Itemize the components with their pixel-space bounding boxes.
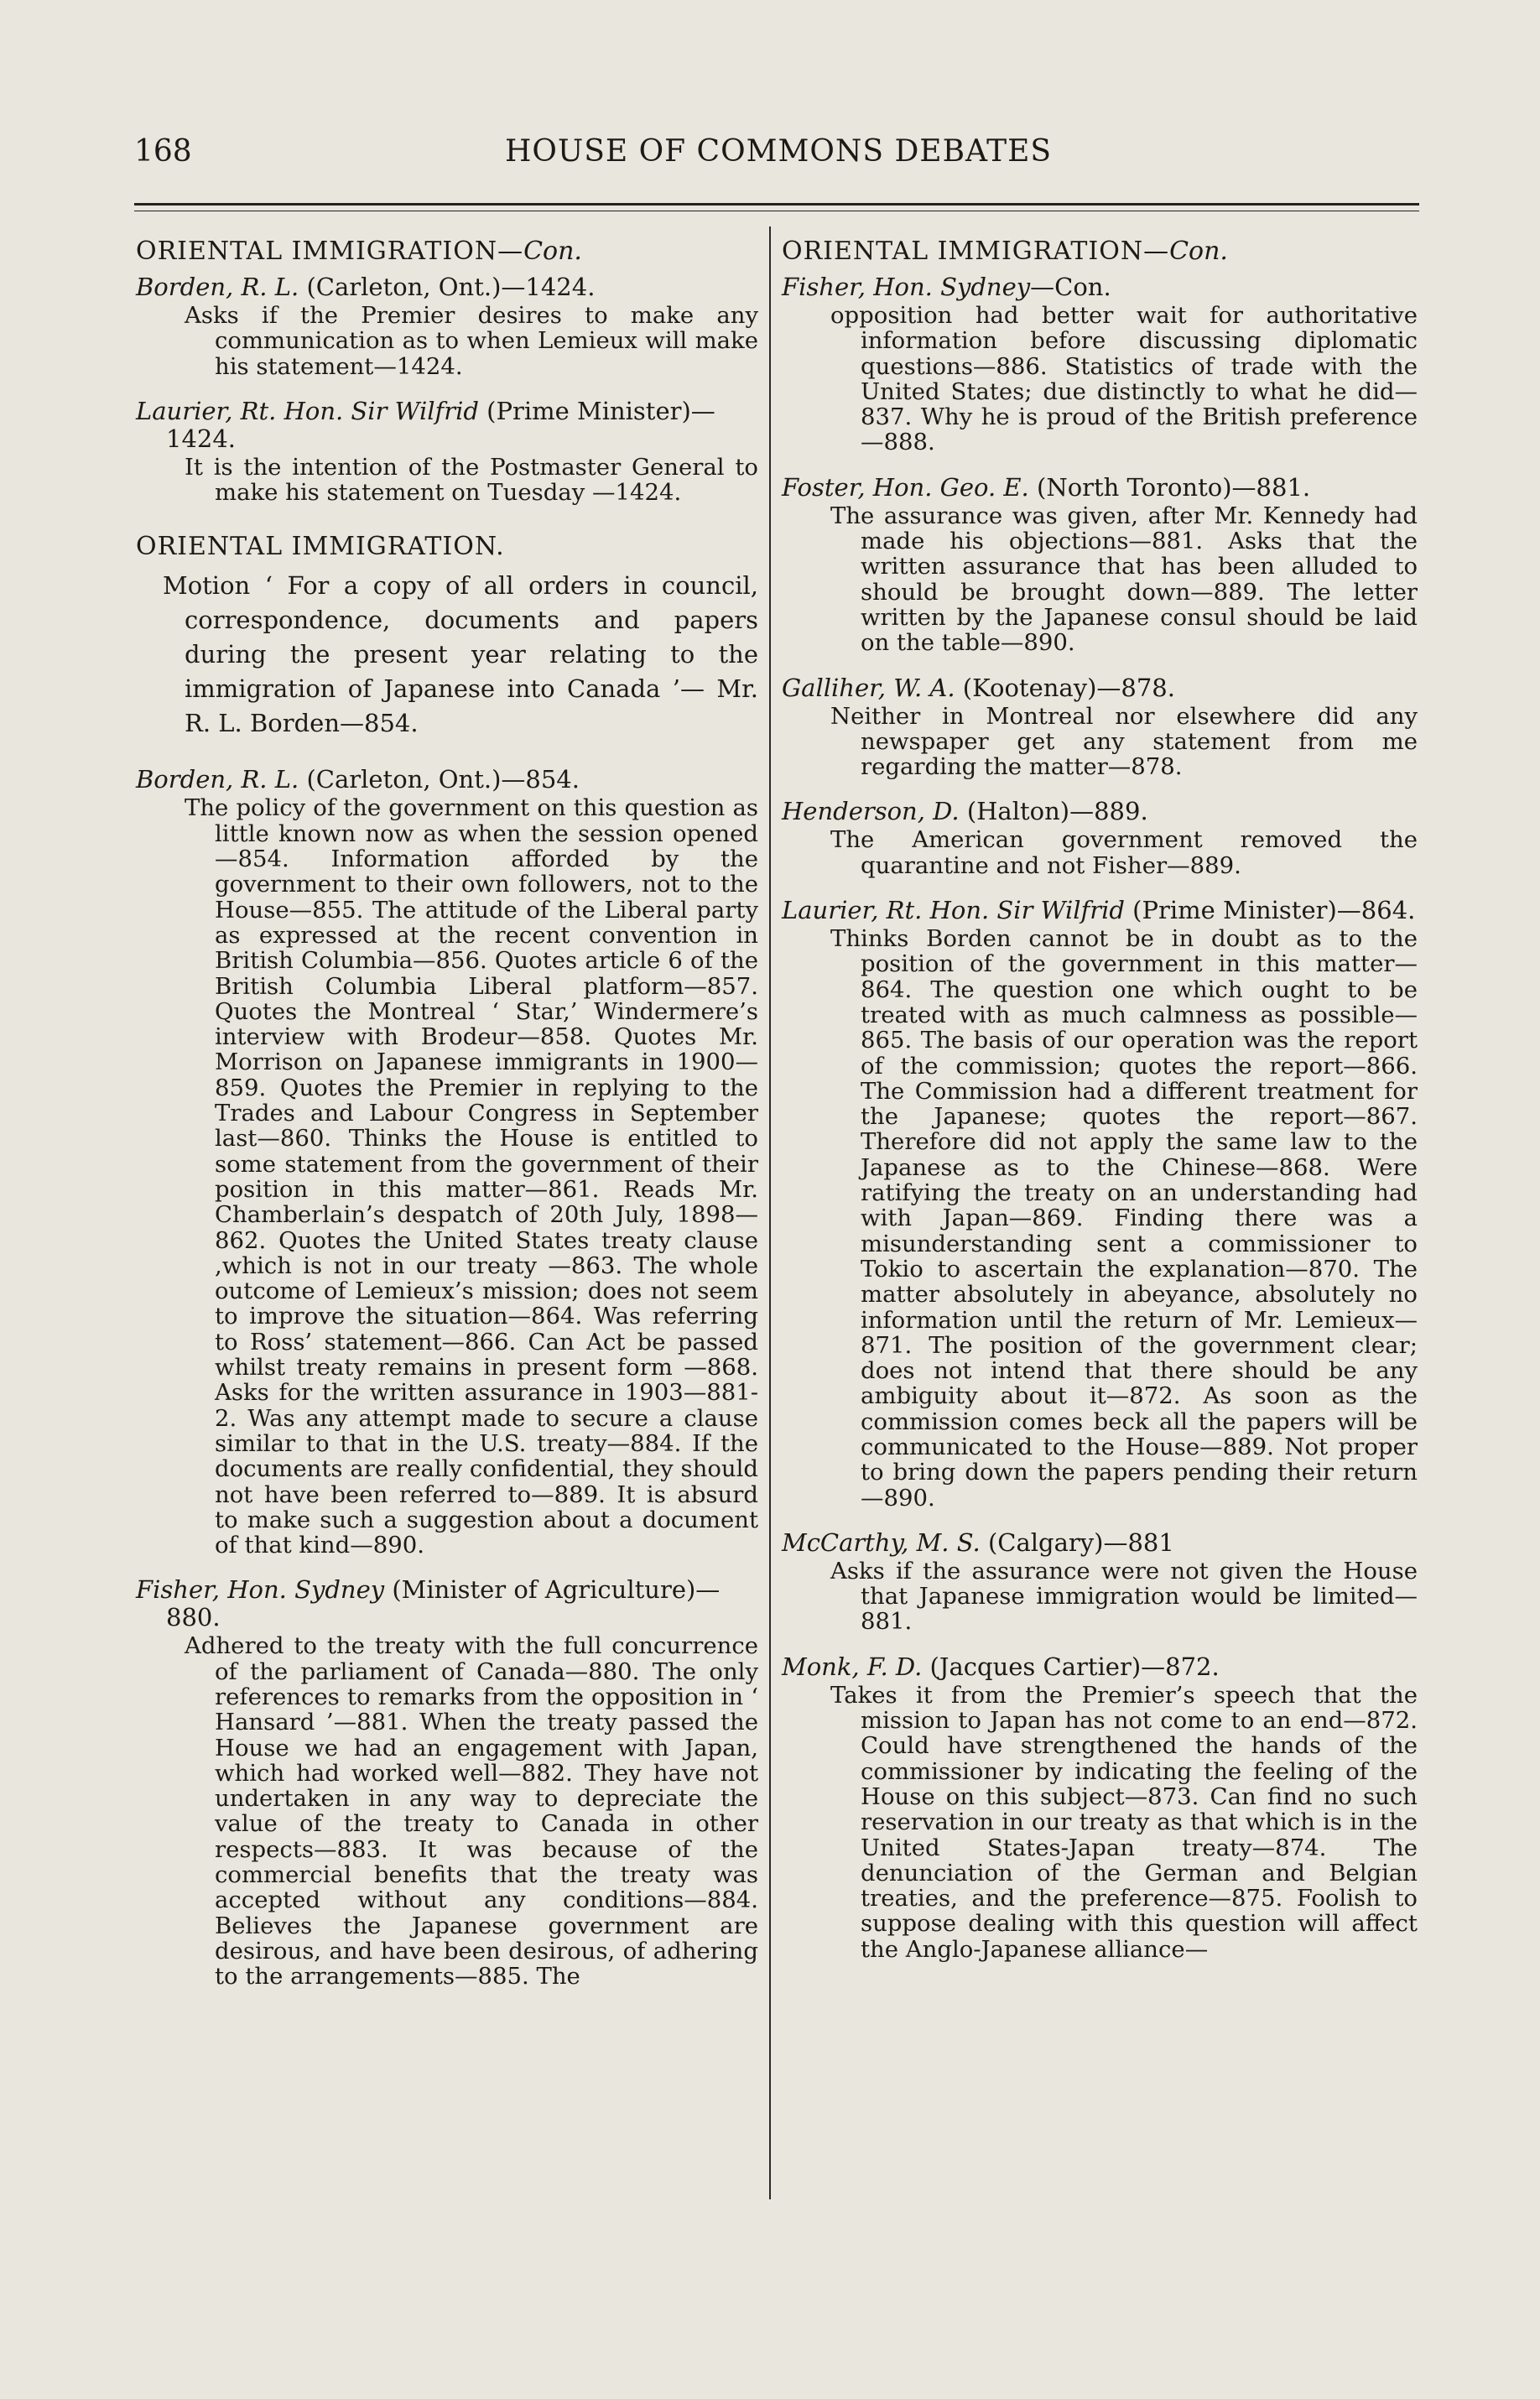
entry-text: The American government removed the quarantine and not Fisher—889. xyxy=(830,826,1418,879)
speaker-line: Laurier, Rt. Hon. Sir Wilfrid (Prime Minister)—1424. xyxy=(136,396,715,453)
speaker-line: Foster, Hon. Geo. E. (North Toronto)—881. xyxy=(782,472,1311,502)
speaker-line: Borden, R. L. (Carleton, Ont.)—1424. xyxy=(136,273,596,301)
index-entry xyxy=(782,897,1418,1511)
index-entry xyxy=(782,474,1418,656)
speaker-name: Monk, F. D. xyxy=(782,1652,923,1681)
page-header xyxy=(134,127,1423,178)
entry-text: Asks if the Premier desires to make any communication as to when Lemieux will make his statement—1424. xyxy=(185,302,758,380)
section-heading: ORIENTAL IMMIGRATION. xyxy=(136,532,505,562)
index-entry xyxy=(782,1529,1418,1635)
motion-text: Motion ‘ For a copy of all orders in council, correspondence, documents and papers during the present year relating to the immigration of Japanese into Canada ’— Mr. R. L. Borden—854. xyxy=(163,571,758,738)
right-column xyxy=(782,235,1418,1980)
index-entry xyxy=(136,273,758,379)
header-rule xyxy=(134,203,1419,206)
speaker-name: Galliher, W. A. xyxy=(782,673,955,702)
speaker-line: Fisher, Hon. Sydney—Con. xyxy=(782,273,1111,301)
page-number: 168 xyxy=(134,134,192,169)
speaker-name: Borden, R. L. xyxy=(136,765,299,794)
index-entry xyxy=(782,1653,1418,1962)
running-title: HOUSE OF COMMONS DEBATES xyxy=(504,134,1053,169)
speaker-line: McCarthy, M. S. (Calgary)—881 xyxy=(782,1527,1174,1557)
index-entry xyxy=(782,273,1418,455)
section-heading: ORIENTAL IMMIGRATION—Con. xyxy=(782,237,1228,266)
speaker-name: Henderson, D. xyxy=(782,797,960,826)
speaker-name: Foster, Hon. Geo. E. xyxy=(782,472,1029,502)
speaker-line: Borden, R. L. (Carleton, Ont.)—854. xyxy=(136,765,580,794)
speaker-name: Fisher, Hon. Sydney xyxy=(782,273,1031,301)
speaker-line: Henderson, D. (Halton)—889. xyxy=(782,797,1148,826)
entry-text: Takes it from the Premier’s speech that the mission to Japan has not come to an end—872. Could have strengthened the hands of the commissioner by indicating the feeling of the House on this subject—873. Can find no such reservation in our treaty as that which is in the United States-Japan treaty—874. The denunciation of the German and Belgian treaties, and the preference—875. Foolish to suppose dealing with this question will affect the Anglo-Japanese alliance— xyxy=(830,1681,1418,1963)
speaker-name: McCarthy, M. S. xyxy=(782,1527,981,1557)
speaker-name: Fisher, Hon. Sydney xyxy=(136,1575,385,1605)
entry-text: opposition had better wait for authoritative information before discussing diplomatic questions—886. Statistics of trade with the United States; due distinctly to what he did—837. Why he is proud of the British preference—888. xyxy=(830,302,1418,456)
index-entry xyxy=(782,674,1418,780)
speaker-line: Fisher, Hon. Sydney (Minister of Agriculture)—880. xyxy=(136,1575,721,1632)
section-heading: ORIENTAL IMMIGRATION—Con. xyxy=(136,237,582,266)
index-entry xyxy=(136,1576,758,1989)
column-divider xyxy=(769,226,771,2199)
index-entry xyxy=(136,398,758,506)
left-column xyxy=(136,235,758,2008)
speaker-name: Laurier, Rt. Hon. Sir Wilfrid xyxy=(782,896,1125,925)
entry-text: The policy of the government on this question as little known now as when the session opened—854. Information afforded by the government to their own followers, not to the House—855. The attitude of the Liberal party as expressed at the recent convention in British Columbia—856. Quotes article 6 of the British Columbia Liberal platform—857. Quotes the Montreal ‘ Star,’ Windermere’s interview with Brodeur—858. Quotes Mr. Morrison on Japanese immigrants in 1900—859. Quotes the Premier in replying to the Trades and Labour Congress in September last—860. Thinks the House is entitled to some statement from the government of their position in this matter—861. Reads Mr. Chamberlain’s despatch of 20th July, 1898—862. Quotes the United States treaty clause ,which is not in our treaty —863. The whole outcome of Lemieux’s mission; does not seem to improve the situation—864. Was referring to Ross’ statement—866. Can Act be passed whilst treaty remains in present form —868. Asks for the written assurance in 1903—881-2. Was any attempt made to secure a clause similar to that in the U.S. treaty—884. If the documents are really confidential, they should not have been referred to—889. It is absurd to make such a suggestion about a document of that kind—890. xyxy=(185,794,758,1559)
entry-text: Adhered to the treaty with the full concurrence of the parliament of Canada—880. The only references to remarks from the opposition in ‘ Hansard ’—881. When the treaty passed the House we had an engagement with Japan, which had worked well—882. They have not undertaken in any way to depreciate the value of the treaty to Canada in other respects—883. It was because of the commercial benefits that the treaty was accepted without any conditions—884. Believes the Japanese government are desirous, and have been desirous, of adhering to the arrangements—885. The xyxy=(185,1632,758,1990)
entry-text: It is the intention of the Postmaster General to make his statement on Tuesday —1424. xyxy=(185,453,758,507)
entry-text: Thinks Borden cannot be in doubt as to the position of the government in this matter—864. The question one which ought to be treated with as much calmness as possible—865. The basis of our operation was the report of the commission; quotes the report—866. The Commission had a different treatment for the Japanese; quotes the report—867. Therefore did not apply the same law to the Japanese as to the Chinese—868. Were ratifying the treaty on an understanding had with Japan—869. Finding there was a misunderstanding sent a commissioner to Tokio to ascertain the explanation—870. The matter absolutely in abeyance, absolutely no information until the return of Mr. Lemieux—871. The position of the government clear; does not intend that there should be any ambiguity about it—872. As soon as the commission comes beck all the papers will be communicated to the House—889. Not proper to bring down the papers pending their return—890. xyxy=(830,925,1418,1512)
speaker-line: Laurier, Rt. Hon. Sir Wilfrid (Prime Minister)—864. xyxy=(782,896,1416,925)
index-entry xyxy=(136,766,758,1558)
entry-text: The assurance was given, after Mr. Kennedy had made his objections—881. Asks that the written assurance that has been alluded to should be brought down—889. The letter written by the Japanese consul should be laid on the table—890. xyxy=(830,502,1418,657)
speaker-name: Borden, R. L. xyxy=(136,273,299,301)
speaker-line: Monk, F. D. (Jacques Cartier)—872. xyxy=(782,1652,1220,1681)
speaker-name: Laurier, Rt. Hon. Sir Wilfrid xyxy=(136,396,479,425)
index-entry xyxy=(782,798,1418,878)
entry-text: Asks if the assurance were not given the House that Japanese immigration would be limited—881. xyxy=(830,1557,1418,1636)
entry-text: Neither in Montreal nor elsewhere did any newspaper get any statement from me regarding the matter—878. xyxy=(830,702,1418,781)
speaker-line: Galliher, W. A. (Kootenay)—878. xyxy=(782,673,1175,702)
